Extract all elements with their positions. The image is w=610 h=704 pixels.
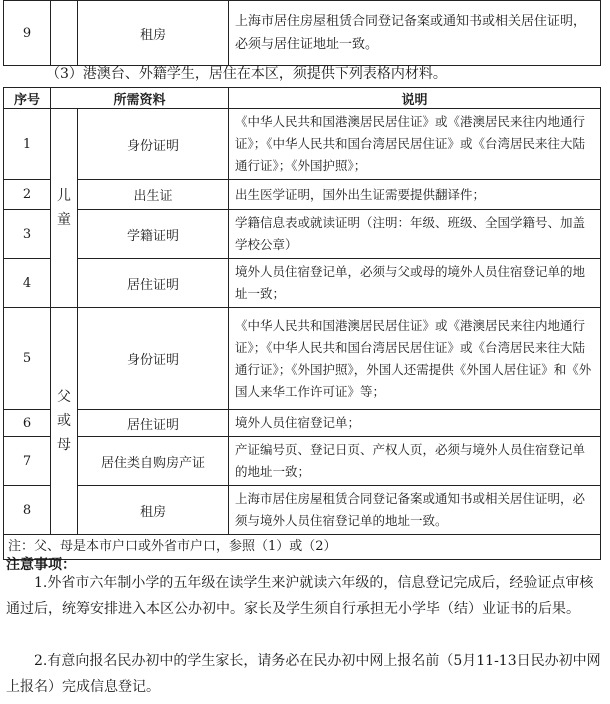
header-index: 序号 xyxy=(4,88,51,109)
notes-title: 注意事项： xyxy=(6,557,76,573)
group-char: 母 xyxy=(57,437,71,453)
row-description: 《中华人民共和国港澳居民居住证》或《港澳居民来往内地通行证》；《中华人民共和国台湾居民居住证》或《台湾居民来往大陆通行证》；《外国护照》； xyxy=(229,109,601,180)
materials-table xyxy=(3,87,601,560)
row-description: 境外人员住宿登记单； xyxy=(229,410,601,437)
row-material: 租房 xyxy=(78,1,229,66)
row-index: 4 xyxy=(4,259,51,308)
row-description: 上海市居住房屋租赁合同登记备案或通知书或相关居住证明，必须与居住证地址一致。 xyxy=(229,1,601,66)
row-description: 境外人员住宿登记单，必须与父或母的境外人员住宿登记单的地址一致； xyxy=(229,259,601,308)
section-heading: （3）港澳台、外籍学生，居住在本区，须提供下列表格内材料。 xyxy=(46,66,447,82)
table-row xyxy=(4,308,601,410)
row-index: 2 xyxy=(4,180,51,210)
previous-table-fragment xyxy=(3,0,601,66)
group-char: 童 xyxy=(57,212,71,228)
row-material: 身份证明 xyxy=(78,308,229,410)
row-material: 居住类自购房产证 xyxy=(78,437,229,486)
row-material: 居住证明 xyxy=(78,410,229,437)
row-index: 1 xyxy=(4,109,51,180)
table-row xyxy=(4,210,601,259)
table-note: 注：父、母是本市户口或外省市户口，参照（1）或（2） xyxy=(4,535,601,560)
table-row xyxy=(4,180,601,210)
row-material: 出生证 xyxy=(78,180,229,210)
table-row xyxy=(4,109,601,180)
row-index: 6 xyxy=(4,410,51,437)
row-index: 7 xyxy=(4,437,51,486)
row-group-cell xyxy=(51,1,78,66)
header-description: 说明 xyxy=(229,88,601,109)
row-material: 学籍证明 xyxy=(78,210,229,259)
table-row xyxy=(4,486,601,535)
row-index: 9 xyxy=(4,1,51,66)
header-material: 所需资料 xyxy=(51,88,229,109)
group-parent xyxy=(51,308,78,535)
table-header-row xyxy=(4,88,601,109)
row-description: 学籍信息表或就读证明（注明：年级、班级、全国学籍号、加盖学校公章） xyxy=(229,210,601,259)
row-index: 5 xyxy=(4,308,51,410)
note-item: 1.外省市六年制小学的五年级在读学生来沪就读六年级的，信息登记完成后，经验证点审核通过后，统筹安排进入本区公办初中。家长及学生须自行承担无小学毕（结）业证书的后果。 xyxy=(6,575,594,617)
table-row xyxy=(4,259,601,308)
group-char: 或 xyxy=(57,413,71,429)
row-material: 租房 xyxy=(78,486,229,535)
group-child xyxy=(51,109,78,308)
group-char: 父 xyxy=(57,389,71,405)
group-char: 儿 xyxy=(57,188,71,204)
note-item: 2.有意向报名民办初中的学生家长，请务必在民办初中网上报名前（5月11-13日民办初中网上报名）完成信息登记。 xyxy=(6,653,601,695)
table-row xyxy=(4,410,601,437)
table-row xyxy=(4,437,601,486)
row-index: 3 xyxy=(4,210,51,259)
row-description: 《中华人民共和国港澳居民居住证》或《港澳居民来往内地通行证》；《中华人民共和国台湾居民居住证》或《台湾居民来往大陆通行证》；《外国护照》，外国人还需提供《外国人居住证》和《外国人来华工作许可证》等； xyxy=(229,308,601,410)
row-material: 身份证明 xyxy=(78,109,229,180)
table-row xyxy=(4,1,601,66)
row-description: 上海市居住房屋租赁合同登记备案或通知书或相关居住证明，必须与境外人员住宿登记单的地址一致。 xyxy=(229,486,601,535)
row-index: 8 xyxy=(4,486,51,535)
row-material: 居住证明 xyxy=(78,259,229,308)
row-description: 出生医学证明，国外出生证需要提供翻译件； xyxy=(229,180,601,210)
row-description: 产证编号页、登记日页、产权人页，必须与境外人员住宿登记单的地址一致； xyxy=(229,437,601,486)
table-note-row xyxy=(4,535,601,560)
